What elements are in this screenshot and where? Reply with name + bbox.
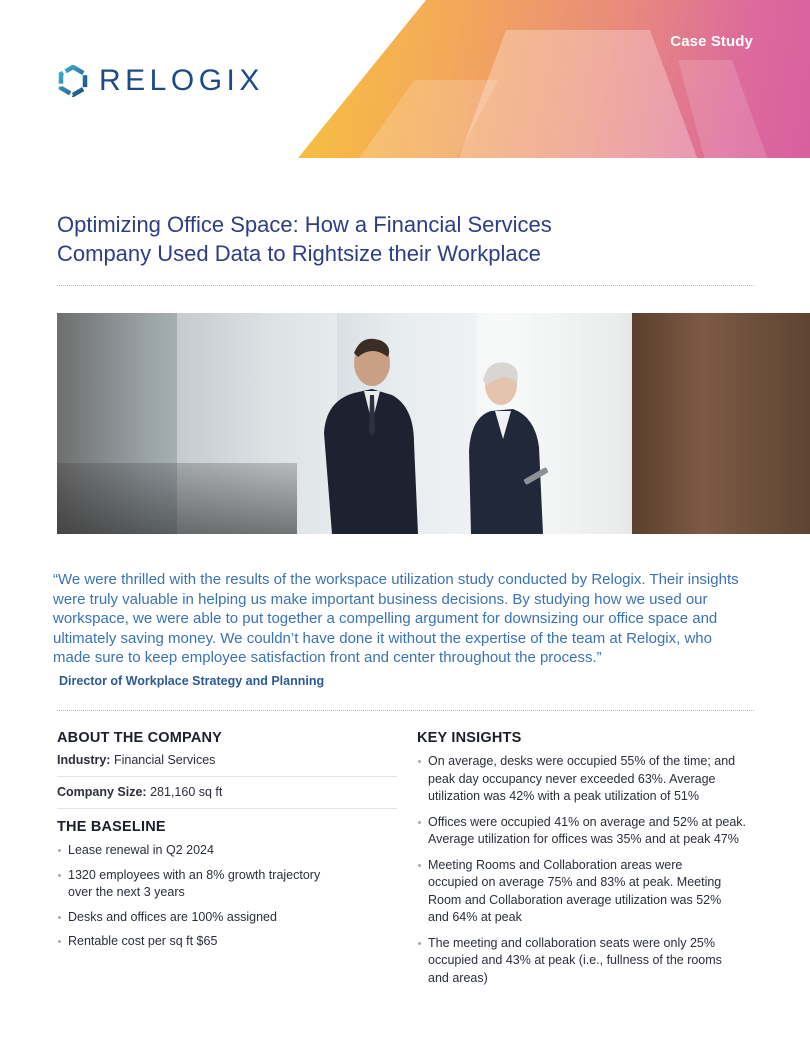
baseline-heading: THE BASELINE: [57, 819, 166, 835]
list-item: 1320 employees with an 8% growth trajectory over the next 3 years: [57, 867, 337, 902]
insights-heading: KEY INSIGHTS: [417, 730, 522, 746]
banner-facet: [458, 30, 698, 158]
title-line: Company Used Data to Rightsize their Workplace: [57, 241, 541, 266]
testimonial-quote: “We were thrilled with the results of the workspace utilization study conducted by Relogix. Their insights were truly valuable in helping us make important business decisions. By studying how we used our workspace, we were able to put together a compelling argument for downsizing our office space and ultimately saving money. We couldn’t have done it without the expertise of the team at Relogix, who made sure to keep employee satisfaction front and center throughout the process.”: [53, 571, 739, 666]
quote-attribution: Director of Workplace Strategy and Planning: [59, 674, 325, 688]
businesswoman-figure-icon: [457, 355, 557, 534]
header-banner: [298, 0, 810, 158]
industry-fact: [57, 751, 397, 777]
list-item: On average, desks were occupied 55% of the time; and peak day occupancy never exceeded 63%. Average utilization was 42% with a peak utilization of 51%: [417, 753, 742, 806]
list-item: Offices were occupied 41% on average and 52% at peak. Average utilization for offices was 35% and at peak 47%: [417, 814, 747, 849]
list-item: The meeting and collaboration seats were only 25% occupied and 43% at peak (i.e., fullness of the rooms and areas): [417, 935, 733, 988]
title-line: Optimizing Office Space: How a Financial Services: [57, 212, 552, 237]
businessman-figure-icon: [302, 323, 422, 534]
insights-list: [417, 753, 757, 987]
list-item: Rentable cost per sq ft $65: [57, 933, 397, 951]
office-meeting-photo: [57, 313, 810, 534]
about-heading: ABOUT THE COMPANY: [57, 730, 223, 746]
company-size-label: Company Size:: [57, 785, 147, 799]
desk-area: [57, 463, 297, 534]
list-item: Desks and offices are 100% assigned: [57, 909, 397, 927]
relogix-logo: [57, 64, 264, 98]
company-size-value: 281,160 sq ft: [150, 785, 223, 799]
divider: [57, 710, 754, 711]
divider: [57, 285, 754, 286]
industry-label: Industry:: [57, 753, 111, 767]
right-column: [417, 730, 757, 995]
brand-name: RELOGIX: [99, 64, 264, 97]
baseline-list: [57, 842, 397, 951]
logo-mark-icon: [57, 65, 89, 97]
left-column: [57, 730, 397, 958]
page-title: [57, 210, 757, 268]
case-study-badge: Case Study: [670, 33, 753, 50]
company-size-fact: [57, 783, 397, 809]
industry-value: Financial Services: [113, 753, 216, 767]
wooden-pillar: [632, 313, 810, 534]
list-item: Meeting Rooms and Collaboration areas were occupied on average 75% and 83% at peak. Meeting Room and Collaboration average utilization was 52% and 64% at peak: [417, 857, 733, 927]
list-item: Lease renewal in Q2 2024: [57, 842, 397, 860]
